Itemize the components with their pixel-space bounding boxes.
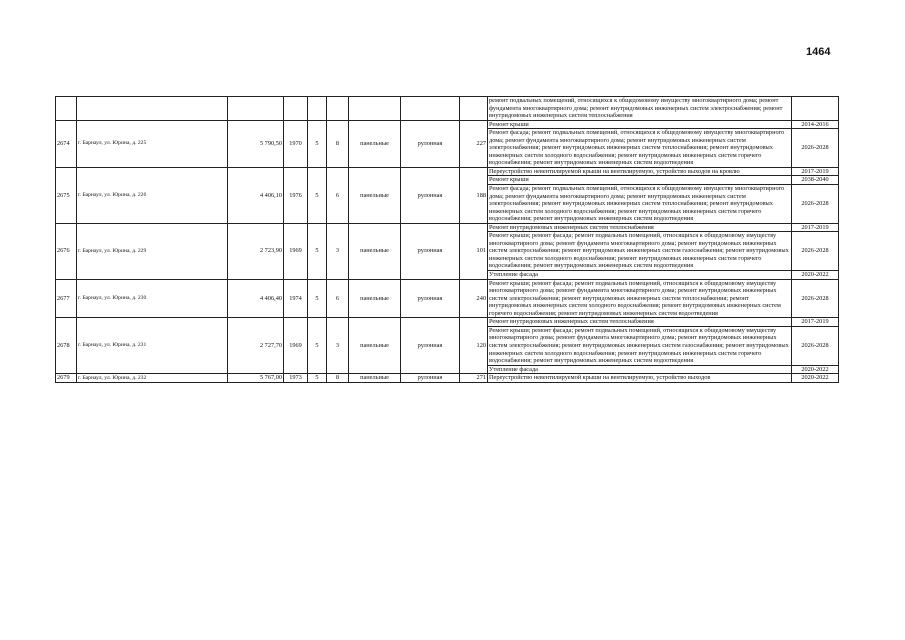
work-period-cell: 2014-2016 (792, 120, 839, 129)
work-description-cell: Переустройство невентилируемой крыши на вентилируемую, устройство выходов (488, 374, 792, 383)
table-row (56, 318, 839, 327)
residents-cell: 188 (460, 167, 488, 223)
area-cell: 4 406,40 (228, 279, 284, 318)
roof-type-cell: рулонная (401, 279, 460, 318)
year-cell: 1970 (284, 120, 308, 167)
work-period-cell: 2020-2022 (792, 374, 839, 383)
year-cell: 1976 (284, 167, 308, 223)
entrances-cell (327, 97, 349, 121)
wall-material-cell: панельные (349, 223, 401, 279)
work-description-cell: ремонт подвальных помещений, относящихся к общедомовому имуществу многоквартирного дома; ремонт фундамента многоквартирного дома; ремонт внутридомовых инженерных систем электроснабжения; ремонт внутридомовых инженерных систем теплоснабжения (488, 97, 792, 121)
year-cell: 1969 (284, 223, 308, 279)
work-period-cell (792, 97, 839, 121)
year-cell: 1974 (284, 279, 308, 318)
work-period-cell: 2038-2040 (792, 176, 839, 185)
work-description-cell: Ремонт крыши; ремонт фасада; ремонт подвальных помещений, относящихся к общедомовому имуществу многоквартирного дома; ремонт фундамента многоквартирного дома; ремонт внутридомовых инженерных систем электроснабжения; ремонт внутридомовых инженерных систем теплоснабжения; ремонт внутридомовых инженерных систем холодного водоснабжения; ремонт внутридомовых инженерных систем горячего водоснабжения; ремонт внутридомовых инженерных систем водоотведения (488, 279, 792, 318)
wall-material-cell (349, 97, 401, 121)
wall-material-cell: панельные (349, 374, 401, 383)
floors-cell: 5 (308, 167, 327, 223)
floors-cell (308, 97, 327, 121)
floors-cell: 5 (308, 120, 327, 167)
work-description-cell: Ремонт фасада; ремонт подвальных помещений, относящихся к общедомовому имуществу многоквартирного дома; ремонт фундамента многоквартирного дома; ремонт внутридомовых инженерных систем электроснабжения; ремонт внутридомовых инженерных систем теплоснабжения; ремонт внутридомовых инженерных систем холодного водоснабжения; ремонт внутридомовых инженерных систем горячего водоснабжения; ремонт внутридомовых инженерных систем водоотведения (488, 185, 792, 224)
address-cell: г. Барнаул, ул. Юрина, д. 229 (77, 223, 228, 279)
work-period-cell: 2026-2028 (792, 232, 839, 271)
area-cell: 2 727,70 (228, 318, 284, 374)
roof-type-cell: рулонная (401, 167, 460, 223)
page-number: 1464 (806, 46, 831, 58)
record-number: 2679 (56, 374, 77, 383)
residents-cell: 240 (460, 279, 488, 318)
record-number: 2676 (56, 223, 77, 279)
table-row (56, 97, 839, 121)
work-period-cell: 2017-2019 (792, 318, 839, 327)
work-description-cell: Ремонт крыши; ремонт фасада; ремонт подвальных помещений, относящихся к общедомовому имуществу многоквартирного дома; ремонт фундамента многоквартирного дома; ремонт внутридомовых инженерных систем электроснабжения; ремонт внутридомовых инженерных систем газоснабжения; ремонт внутридомовых инженерных систем холодного водоснабжения; ремонт внутридомовых инженерных систем горячего водоснабжения; ремонт внутридомовых инженерных систем водоотведения (488, 232, 792, 271)
wall-material-cell: панельные (349, 167, 401, 223)
year-cell (284, 97, 308, 121)
address-cell (77, 97, 228, 121)
roof-type-cell: рулонная (401, 318, 460, 374)
table-row (56, 279, 839, 318)
table-row (56, 223, 839, 232)
table-row (56, 120, 839, 129)
work-period-cell: 2026-2028 (792, 279, 839, 318)
year-cell: 1969 (284, 318, 308, 374)
work-description-cell: Утепление фасада (488, 271, 792, 280)
work-period-cell: 2020-2022 (792, 365, 839, 374)
residents-cell: 271 (460, 374, 488, 383)
work-period-cell: 2026-2028 (792, 326, 839, 365)
table-row (56, 167, 839, 176)
work-description-cell: Ремонт крыши; ремонт фасада; ремонт подвальных помещений, относящихся к общедомовому имуществу многоквартирного дома; ремонт фундамента многоквартирного дома; ремонт внутридомовых инженерных систем электроснабжения; ремонт внутридомовых инженерных систем газоснабжения; ремонт внутридомовых инженерных систем холодного водоснабжения; ремонт внутридомовых инженерных систем горячего водоснабжения; ремонт внутридомовых инженерных систем водоотведения (488, 326, 792, 365)
work-period-cell: 2017-2019 (792, 167, 839, 176)
roof-type-cell (401, 97, 460, 121)
area-cell: 5 790,50 (228, 120, 284, 167)
entrances-cell: 3 (327, 223, 349, 279)
work-description-cell: Утепление фасада (488, 365, 792, 374)
entrances-cell: 3 (327, 318, 349, 374)
record-number: 2675 (56, 167, 77, 223)
record-number: 2678 (56, 318, 77, 374)
record-number: 2674 (56, 120, 77, 167)
work-period-cell: 2026-2028 (792, 129, 839, 168)
work-description-cell: Ремонт внутридомовых инженерных систем теплоснабжения (488, 223, 792, 232)
entrances-cell: 6 (327, 279, 349, 318)
year-cell: 1973 (284, 374, 308, 383)
area-cell (228, 97, 284, 121)
residents-cell: 101 (460, 223, 488, 279)
work-description-cell: Ремонт крыши (488, 120, 792, 129)
wall-material-cell: панельные (349, 318, 401, 374)
floors-cell: 5 (308, 374, 327, 383)
wall-material-cell: панельные (349, 279, 401, 318)
address-cell: г. Барнаул, ул. Юрина, д. 225 (77, 120, 228, 167)
address-cell: г. Барнаул, ул. Юрина, д. 231 (77, 318, 228, 374)
roof-type-cell: рулонная (401, 223, 460, 279)
work-period-cell: 2020-2022 (792, 271, 839, 280)
entrances-cell: 6 (327, 167, 349, 223)
record-number: 2677 (56, 279, 77, 318)
housing-register-table (55, 96, 839, 383)
residents-cell: 227 (460, 120, 488, 167)
entrances-cell: 8 (327, 120, 349, 167)
address-cell: г. Барнаул, ул. Юрина, д. 230 (77, 279, 228, 318)
floors-cell: 5 (308, 223, 327, 279)
address-cell: г. Барнаул, ул. Юрина, д. 226 (77, 167, 228, 223)
record-number (56, 97, 77, 121)
roof-type-cell: рулонная (401, 120, 460, 167)
area-cell: 5 767,00 (228, 374, 284, 383)
table-row (56, 374, 839, 383)
work-description-cell: Ремонт внутридомовых инженерных систем теплоснабжения (488, 318, 792, 327)
residents-cell (460, 97, 488, 121)
work-period-cell: 2017-2019 (792, 223, 839, 232)
floors-cell: 5 (308, 279, 327, 318)
work-description-cell: Переустройство невентилируемой крыши на вентилируемую, устройство выходов на кровлю (488, 167, 792, 176)
floors-cell: 5 (308, 318, 327, 374)
residents-cell: 120 (460, 318, 488, 374)
area-cell: 4 406,10 (228, 167, 284, 223)
wall-material-cell: панельные (349, 120, 401, 167)
roof-type-cell: рулонная (401, 374, 460, 383)
entrances-cell: 8 (327, 374, 349, 383)
work-description-cell: Ремонт фасада; ремонт подвальных помещений, относящихся к общедомовому имуществу многоквартирного дома; ремонт фундамента многоквартирного дома; ремонт внутридомовых инженерных систем электроснабжения; ремонт внутридомовых инженерных систем теплоснабжения; ремонт внутридомовых инженерных систем холодного водоснабжения; ремонт внутридомовых инженерных систем горячего водоснабжения; ремонт внутридомовых инженерных систем водоотведения (488, 129, 792, 168)
work-description-cell: Ремонт крыши (488, 176, 792, 185)
address-cell: г. Барнаул, ул. Юрина, д. 232 (77, 374, 228, 383)
work-period-cell: 2026-2028 (792, 185, 839, 224)
area-cell: 2 723,90 (228, 223, 284, 279)
